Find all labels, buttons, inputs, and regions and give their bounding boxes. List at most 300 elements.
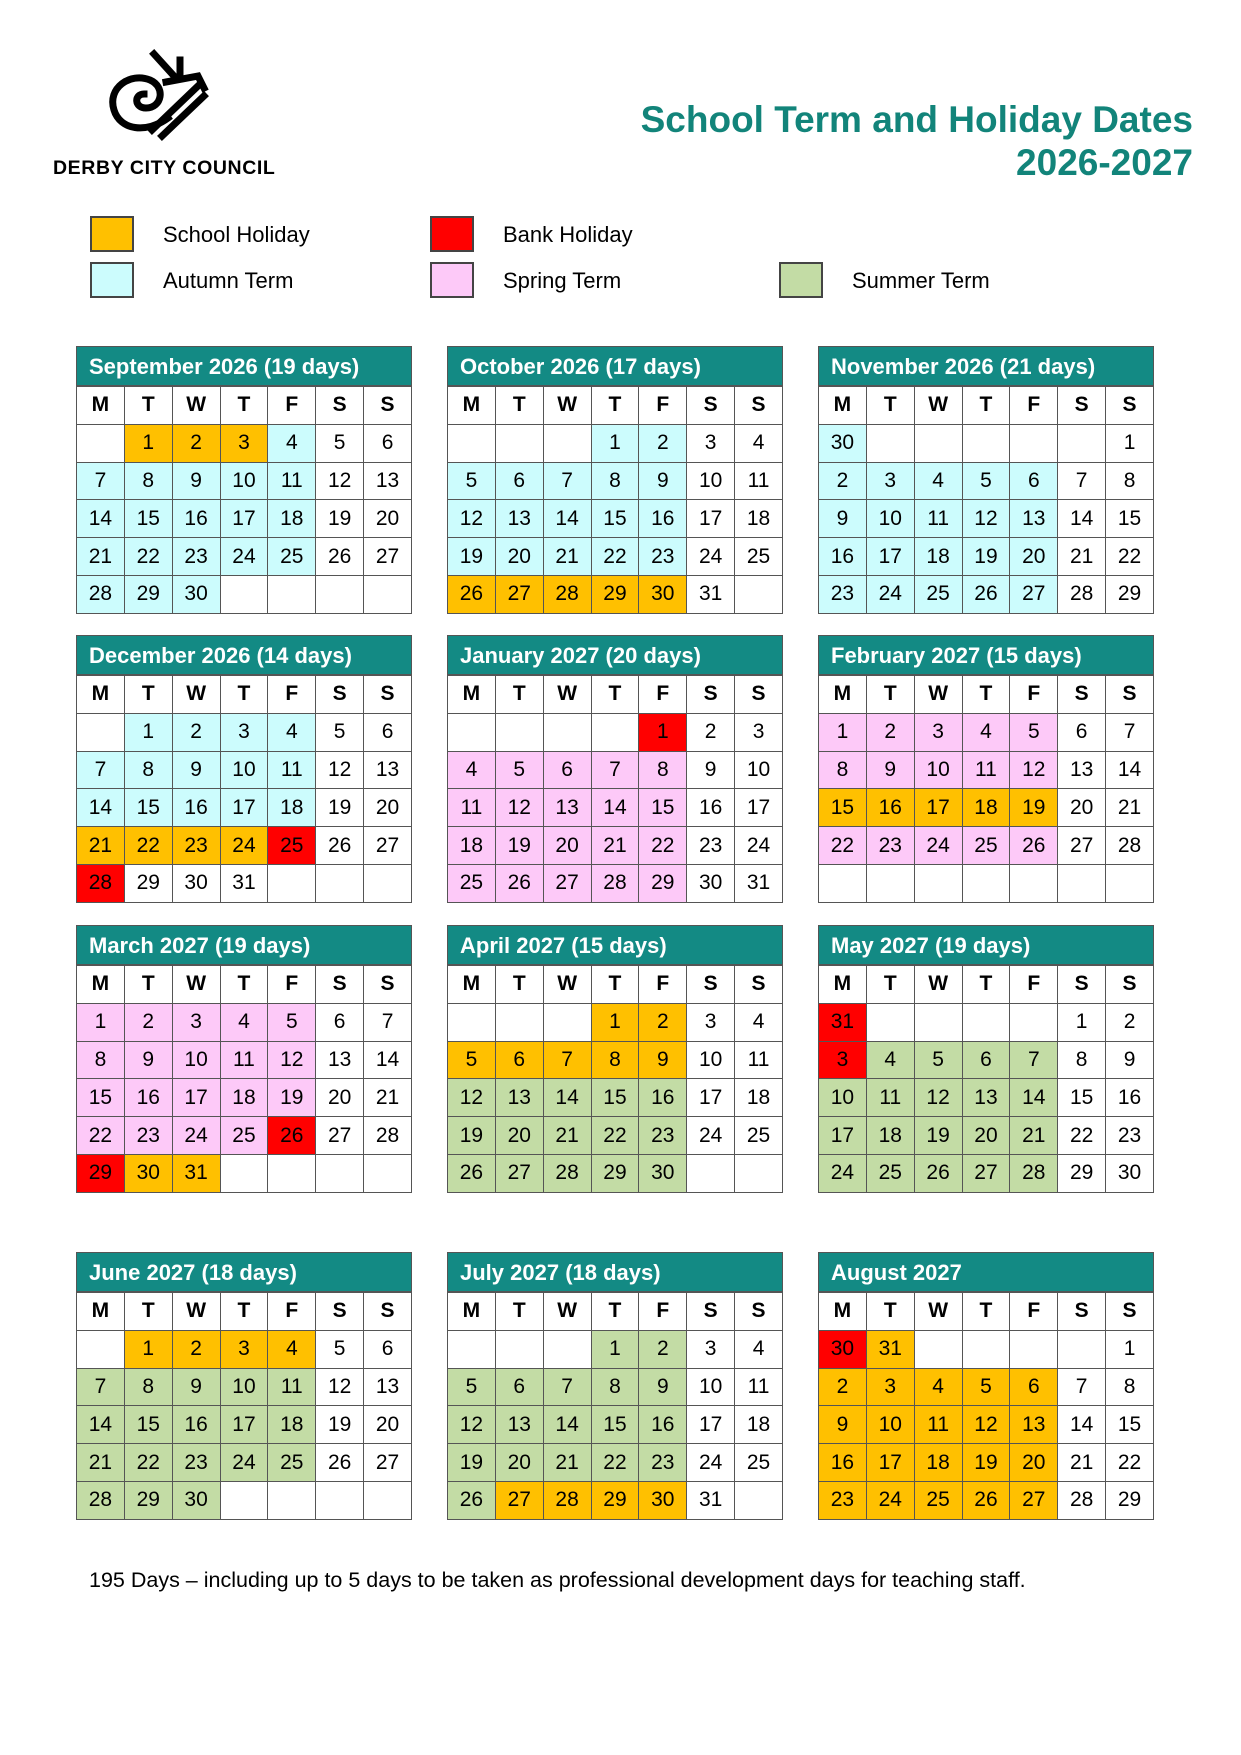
day-cell: 11: [220, 1041, 268, 1079]
weekday-header: S: [364, 387, 412, 425]
day-cell: 20: [1010, 1444, 1058, 1482]
weekday-header: T: [866, 676, 914, 714]
day-cell: 18: [220, 1079, 268, 1117]
day-cell: 6: [316, 1003, 364, 1041]
week-row: [819, 500, 1154, 538]
day-cell: 6: [495, 462, 543, 500]
weekday-header: S: [735, 1293, 783, 1331]
day-cell: 19: [448, 1444, 496, 1482]
week-row: [77, 500, 412, 538]
council-logo: [50, 48, 276, 183]
day-cell: 21: [543, 538, 591, 576]
day-cell: 7: [77, 462, 125, 500]
weekday-header: F: [1010, 676, 1058, 714]
legend-label: Bank Holiday: [503, 222, 633, 247]
day-cell: 5: [962, 462, 1010, 500]
month-days-table: [447, 1292, 783, 1520]
legend-label: School Holiday: [163, 222, 310, 247]
week-row: [819, 1003, 1154, 1041]
day-cell: 17: [172, 1079, 220, 1117]
day-cell: 10: [735, 751, 783, 789]
month-calendar: [76, 925, 412, 1193]
month-calendar: [76, 1252, 412, 1520]
day-cell: [819, 864, 867, 902]
day-cell: 25: [268, 827, 316, 865]
day-cell: 11: [268, 1368, 316, 1406]
day-cell: 10: [172, 1041, 220, 1079]
day-cell: 29: [591, 575, 639, 613]
day-cell: 21: [1058, 1444, 1106, 1482]
day-cell: 25: [914, 1481, 962, 1519]
day-cell: [1058, 424, 1106, 462]
day-cell: 30: [1106, 1154, 1154, 1192]
day-cell: 27: [962, 1154, 1010, 1192]
day-cell: 5: [316, 424, 364, 462]
day-cell: 10: [220, 462, 268, 500]
day-cell: 7: [77, 751, 125, 789]
page-title: [641, 98, 1193, 184]
weekday-header: S: [1106, 966, 1154, 1004]
week-row: [819, 1041, 1154, 1079]
day-cell: 10: [687, 1368, 735, 1406]
weekday-header: M: [77, 676, 125, 714]
day-cell: 30: [172, 1481, 220, 1519]
day-cell: 18: [962, 789, 1010, 827]
day-cell: 24: [687, 538, 735, 576]
day-cell: 9: [124, 1041, 172, 1079]
day-cell: 23: [639, 1444, 687, 1482]
week-row: [448, 827, 783, 865]
day-cell: 29: [591, 1481, 639, 1519]
day-cell: 17: [914, 789, 962, 827]
day-cell: 25: [735, 538, 783, 576]
weekday-header: T: [866, 966, 914, 1004]
day-cell: 16: [172, 789, 220, 827]
day-cell: [914, 864, 962, 902]
weekday-header-row: [77, 676, 412, 714]
day-cell: 12: [448, 1079, 496, 1117]
day-cell: 12: [316, 462, 364, 500]
legend-swatch: [430, 216, 474, 252]
day-cell: 6: [364, 713, 412, 751]
day-cell: 31: [866, 1330, 914, 1368]
day-cell: 4: [735, 424, 783, 462]
day-cell: [448, 1330, 496, 1368]
day-cell: 2: [172, 424, 220, 462]
day-cell: 10: [220, 751, 268, 789]
day-cell: 22: [819, 827, 867, 865]
weekday-header: W: [914, 387, 962, 425]
day-cell: 13: [495, 1079, 543, 1117]
day-cell: 24: [220, 538, 268, 576]
weekday-header: T: [495, 1293, 543, 1331]
day-cell: 27: [495, 1154, 543, 1192]
day-cell: 1: [591, 424, 639, 462]
weekday-header: T: [220, 966, 268, 1004]
day-cell: 2: [819, 462, 867, 500]
day-cell: 21: [1106, 789, 1154, 827]
day-cell: 20: [1058, 789, 1106, 827]
weekday-header: F: [1010, 966, 1058, 1004]
day-cell: 30: [819, 424, 867, 462]
day-cell: 21: [77, 827, 125, 865]
weekday-header: S: [1058, 1293, 1106, 1331]
legend-swatch: [430, 262, 474, 298]
day-cell: 16: [639, 1406, 687, 1444]
day-cell: 18: [735, 1079, 783, 1117]
day-cell: [316, 1154, 364, 1192]
weekday-header: F: [268, 387, 316, 425]
day-cell: [962, 424, 1010, 462]
day-cell: 26: [268, 1117, 316, 1155]
day-cell: 11: [914, 500, 962, 538]
weekday-header: W: [543, 387, 591, 425]
week-row: [448, 1041, 783, 1079]
day-cell: [543, 1330, 591, 1368]
day-cell: 17: [687, 500, 735, 538]
month-calendar: [447, 635, 783, 903]
day-cell: 14: [543, 1079, 591, 1117]
weekday-header: T: [591, 676, 639, 714]
day-cell: 10: [687, 1041, 735, 1079]
day-cell: 21: [591, 827, 639, 865]
day-cell: 30: [687, 864, 735, 902]
day-cell: 9: [172, 1368, 220, 1406]
day-cell: [364, 575, 412, 613]
month-title: April 2027 (15 days): [447, 925, 783, 965]
month-title: January 2027 (20 days): [447, 635, 783, 675]
day-cell: 25: [735, 1444, 783, 1482]
day-cell: 15: [819, 789, 867, 827]
day-cell: 22: [591, 1117, 639, 1155]
weekday-header: M: [819, 1293, 867, 1331]
day-cell: 5: [448, 462, 496, 500]
day-cell: 23: [687, 827, 735, 865]
day-cell: [495, 1330, 543, 1368]
day-cell: 30: [639, 1481, 687, 1519]
weekday-header: F: [268, 1293, 316, 1331]
day-cell: 29: [124, 1481, 172, 1519]
day-cell: 14: [543, 1406, 591, 1444]
weekday-header: M: [448, 387, 496, 425]
weekday-header: W: [543, 676, 591, 714]
day-cell: 11: [735, 1041, 783, 1079]
weekday-header: S: [1106, 387, 1154, 425]
day-cell: [1010, 864, 1058, 902]
day-cell: 11: [962, 751, 1010, 789]
month-days-table: [818, 386, 1154, 614]
weekday-header: S: [1058, 676, 1106, 714]
day-cell: 22: [124, 538, 172, 576]
week-row: [819, 751, 1154, 789]
day-cell: 19: [962, 1444, 1010, 1482]
day-cell: [220, 1481, 268, 1519]
title-line-1: School Term and Holiday Dates: [640, 99, 1193, 140]
day-cell: 14: [77, 789, 125, 827]
weekday-header: F: [1010, 1293, 1058, 1331]
day-cell: 12: [316, 1368, 364, 1406]
week-row: [77, 1117, 412, 1155]
day-cell: 22: [591, 538, 639, 576]
weekday-header: S: [735, 387, 783, 425]
day-cell: 12: [962, 1406, 1010, 1444]
day-cell: 10: [819, 1079, 867, 1117]
organisation-name: DERBY CITY COUNCIL: [53, 157, 276, 179]
weekday-header: F: [268, 676, 316, 714]
weekday-header: F: [639, 676, 687, 714]
day-cell: 7: [591, 751, 639, 789]
day-cell: [735, 1154, 783, 1192]
day-cell: 28: [543, 575, 591, 613]
day-cell: 14: [1058, 500, 1106, 538]
day-cell: 2: [1106, 1003, 1154, 1041]
weekday-header: T: [495, 676, 543, 714]
day-cell: 4: [914, 462, 962, 500]
month-calendar: [76, 346, 412, 614]
day-cell: 29: [77, 1154, 125, 1192]
day-cell: 18: [914, 538, 962, 576]
day-cell: 17: [687, 1406, 735, 1444]
day-cell: 28: [77, 1481, 125, 1519]
day-cell: 24: [914, 827, 962, 865]
month-calendar: [447, 925, 783, 1193]
day-cell: 7: [1010, 1041, 1058, 1079]
day-cell: 8: [1106, 462, 1154, 500]
weekday-header: M: [448, 676, 496, 714]
day-cell: [364, 1154, 412, 1192]
day-cell: 8: [591, 462, 639, 500]
weekday-header: W: [172, 966, 220, 1004]
day-cell: 26: [448, 1154, 496, 1192]
day-cell: 1: [124, 1330, 172, 1368]
day-cell: 5: [1010, 713, 1058, 751]
day-cell: 20: [495, 1444, 543, 1482]
day-cell: 2: [687, 713, 735, 751]
week-row: [77, 713, 412, 751]
day-cell: [1058, 1330, 1106, 1368]
weekday-header: M: [77, 387, 125, 425]
day-cell: 27: [364, 538, 412, 576]
day-cell: 23: [172, 1444, 220, 1482]
day-cell: 22: [124, 1444, 172, 1482]
day-cell: 15: [1106, 500, 1154, 538]
month-days-table: [818, 965, 1154, 1193]
day-cell: 29: [124, 864, 172, 902]
weekday-header: T: [591, 387, 639, 425]
day-cell: 29: [124, 575, 172, 613]
day-cell: 20: [1010, 538, 1058, 576]
day-cell: 25: [448, 864, 496, 902]
week-row: [448, 1079, 783, 1117]
day-cell: 9: [172, 751, 220, 789]
day-cell: 27: [1010, 575, 1058, 613]
month-calendar: [818, 925, 1154, 1193]
day-cell: 11: [735, 1368, 783, 1406]
month-title: July 2027 (18 days): [447, 1252, 783, 1292]
week-row: [448, 751, 783, 789]
day-cell: 27: [495, 575, 543, 613]
day-cell: 11: [735, 462, 783, 500]
day-cell: 15: [124, 1406, 172, 1444]
day-cell: 23: [819, 575, 867, 613]
day-cell: 11: [268, 751, 316, 789]
weekday-header: T: [220, 387, 268, 425]
day-cell: 24: [866, 575, 914, 613]
week-row: [448, 1003, 783, 1041]
day-cell: 19: [268, 1079, 316, 1117]
day-cell: 8: [591, 1368, 639, 1406]
day-cell: 16: [819, 538, 867, 576]
week-row: [448, 1406, 783, 1444]
day-cell: 28: [1058, 1481, 1106, 1519]
week-row: [77, 575, 412, 613]
day-cell: 25: [866, 1154, 914, 1192]
day-cell: 24: [866, 1481, 914, 1519]
day-cell: 7: [364, 1003, 412, 1041]
day-cell: 2: [124, 1003, 172, 1041]
day-cell: 14: [1010, 1079, 1058, 1117]
day-cell: 22: [1106, 538, 1154, 576]
weekday-header: T: [495, 387, 543, 425]
day-cell: 13: [543, 789, 591, 827]
day-cell: 21: [543, 1117, 591, 1155]
day-cell: 7: [1058, 1368, 1106, 1406]
day-cell: 17: [866, 538, 914, 576]
day-cell: 8: [124, 751, 172, 789]
day-cell: [495, 713, 543, 751]
week-row: [77, 1154, 412, 1192]
day-cell: 7: [543, 1041, 591, 1079]
day-cell: 30: [639, 1154, 687, 1192]
day-cell: 5: [316, 1330, 364, 1368]
day-cell: 7: [1106, 713, 1154, 751]
day-cell: 6: [495, 1368, 543, 1406]
week-row: [819, 424, 1154, 462]
weekday-header: T: [124, 1293, 172, 1331]
day-cell: 18: [268, 1406, 316, 1444]
day-cell: 31: [687, 1481, 735, 1519]
day-cell: [591, 713, 639, 751]
day-cell: 5: [448, 1041, 496, 1079]
day-cell: 24: [220, 827, 268, 865]
day-cell: 16: [819, 1444, 867, 1482]
week-row: [448, 864, 783, 902]
week-row: [77, 1481, 412, 1519]
day-cell: 26: [962, 575, 1010, 613]
day-cell: 8: [1058, 1041, 1106, 1079]
day-cell: 14: [543, 500, 591, 538]
day-cell: 12: [448, 500, 496, 538]
legend-swatch: [90, 262, 134, 298]
day-cell: 21: [77, 1444, 125, 1482]
day-cell: 24: [687, 1444, 735, 1482]
day-cell: 28: [543, 1154, 591, 1192]
day-cell: 24: [172, 1117, 220, 1155]
day-cell: 21: [1058, 538, 1106, 576]
weekday-header-row: [448, 387, 783, 425]
month-days-table: [447, 386, 783, 614]
week-row: [77, 1079, 412, 1117]
day-cell: 20: [495, 538, 543, 576]
day-cell: 8: [77, 1041, 125, 1079]
day-cell: 3: [866, 1368, 914, 1406]
weekday-header: S: [364, 966, 412, 1004]
week-row: [448, 538, 783, 576]
day-cell: 27: [364, 827, 412, 865]
weekday-header: W: [543, 966, 591, 1004]
legend-label: Summer Term: [852, 268, 990, 293]
day-cell: [268, 1154, 316, 1192]
day-cell: 23: [639, 538, 687, 576]
day-cell: [448, 424, 496, 462]
day-cell: 25: [962, 827, 1010, 865]
day-cell: 26: [316, 1444, 364, 1482]
day-cell: [914, 1330, 962, 1368]
day-cell: 17: [819, 1117, 867, 1155]
day-cell: 15: [77, 1079, 125, 1117]
day-cell: 15: [124, 789, 172, 827]
weekday-header: F: [639, 966, 687, 1004]
day-cell: 31: [172, 1154, 220, 1192]
day-cell: [364, 1481, 412, 1519]
month-calendar: [818, 635, 1154, 903]
weekday-header-row: [819, 387, 1154, 425]
day-cell: 7: [1058, 462, 1106, 500]
weekday-header: F: [268, 966, 316, 1004]
week-row: [77, 1003, 412, 1041]
day-cell: 10: [687, 462, 735, 500]
day-cell: 28: [591, 864, 639, 902]
week-row: [819, 827, 1154, 865]
day-cell: 2: [819, 1368, 867, 1406]
weekday-header-row: [448, 676, 783, 714]
day-cell: 2: [172, 713, 220, 751]
week-row: [819, 789, 1154, 827]
legend-label: Autumn Term: [163, 268, 294, 293]
day-cell: 10: [866, 1406, 914, 1444]
weekday-header: T: [866, 387, 914, 425]
day-cell: 22: [591, 1444, 639, 1482]
day-cell: 22: [124, 827, 172, 865]
week-row: [448, 789, 783, 827]
day-cell: 6: [543, 751, 591, 789]
weekday-header: S: [735, 966, 783, 1004]
day-cell: 9: [639, 1368, 687, 1406]
weekday-header: S: [1106, 1293, 1154, 1331]
day-cell: 29: [1106, 1481, 1154, 1519]
week-row: [819, 575, 1154, 613]
week-row: [448, 500, 783, 538]
day-cell: 12: [914, 1079, 962, 1117]
weekday-header: M: [448, 1293, 496, 1331]
week-row: [77, 462, 412, 500]
week-row: [819, 1368, 1154, 1406]
day-cell: [1010, 1003, 1058, 1041]
day-cell: 6: [495, 1041, 543, 1079]
day-cell: 26: [448, 575, 496, 613]
day-cell: 14: [77, 1406, 125, 1444]
day-cell: 14: [1106, 751, 1154, 789]
day-cell: 23: [172, 538, 220, 576]
day-cell: 21: [364, 1079, 412, 1117]
day-cell: [687, 1154, 735, 1192]
day-cell: 22: [1058, 1117, 1106, 1155]
weekday-header: T: [495, 966, 543, 1004]
weekday-header: T: [591, 966, 639, 1004]
month-days-table: [447, 965, 783, 1193]
day-cell: 27: [1058, 827, 1106, 865]
day-cell: 26: [1010, 827, 1058, 865]
